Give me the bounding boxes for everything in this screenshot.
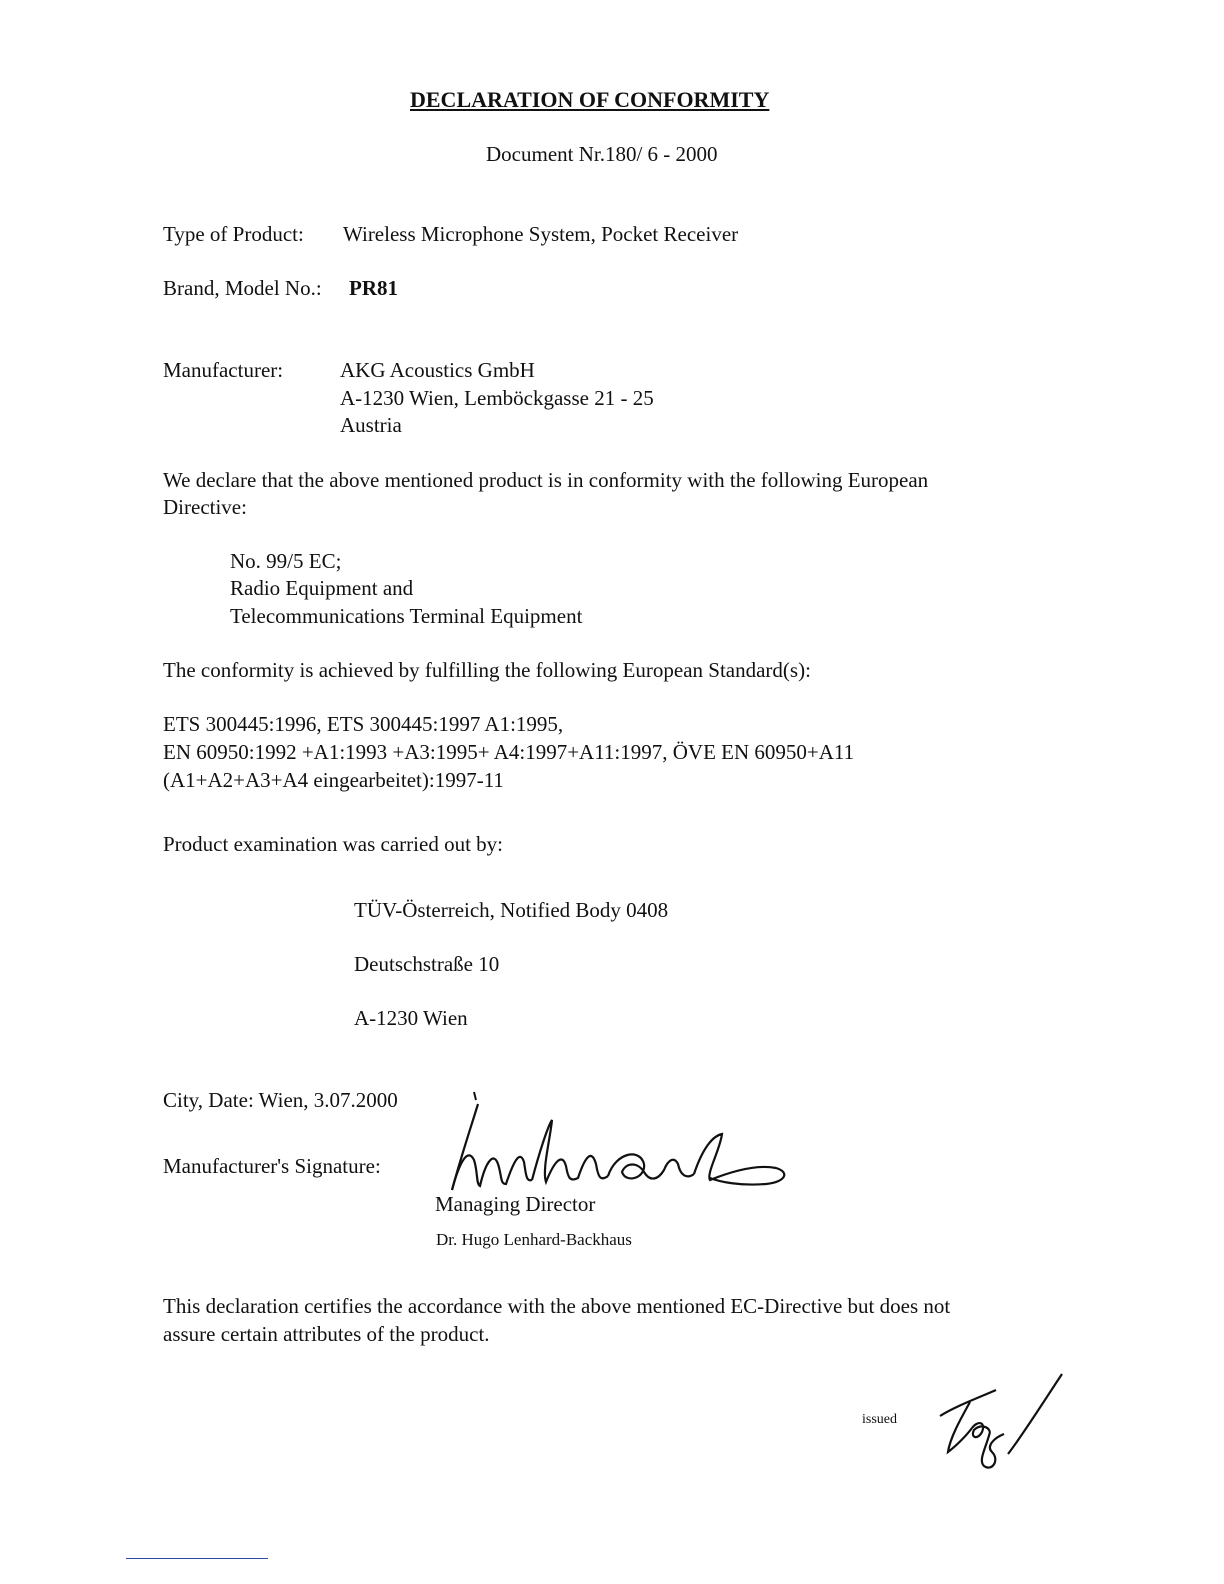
notified-body-city: A-1230 Wien (354, 1006, 468, 1030)
conformity-statement: The conformity is achieved by fulfilling the following European Standard(s): (163, 658, 811, 682)
issued-label: issued (862, 1412, 897, 1427)
signatory-role: Managing Director (435, 1192, 596, 1216)
model-value: PR81 (349, 276, 398, 300)
standards-line-2: EN 60950:1992 +A1:1993 +A3:1995+ A4:1997+A11:1997, ÖVE EN 60950+A11 (163, 740, 855, 764)
issued-initials-signature (926, 1368, 1066, 1478)
notified-body-street: Deutschstraße 10 (354, 952, 500, 976)
manufacturer-label: Manufacturer: (163, 358, 284, 382)
disclaimer-line-1: This declaration certifies the accordance with the above mentioned EC-Directive but does not (163, 1294, 951, 1318)
disclaimer-line-2: assure certain attributes of the product. (163, 1322, 490, 1346)
standards-line-3: (A1+A2+A3+A4 eingearbeitet):1997-11 (163, 768, 504, 792)
model-label: Brand, Model No.: (163, 276, 322, 300)
signature-label: Manufacturer's Signature: (163, 1154, 381, 1178)
directive-line-3: Telecommunications Terminal Equipment (230, 604, 583, 628)
product-value: Wireless Microphone System, Pocket Receiver (343, 222, 739, 246)
signatory-name: Dr. Hugo Lenhard-Backhaus (436, 1230, 632, 1249)
directive-line-2: Radio Equipment and (230, 576, 414, 600)
manufacturer-signature (430, 1090, 800, 1200)
document-title: DECLARATION OF CONFORMITY (410, 87, 770, 112)
examination-label: Product examination was carried out by: (163, 832, 503, 856)
product-label: Type of Product: (163, 222, 304, 246)
footer-rule (126, 1558, 268, 1559)
directive-number: No. 99/5 EC; (230, 549, 342, 573)
notified-body: TÜV-Österreich, Notified Body 0408 (354, 898, 669, 922)
manufacturer-name: AKG Acoustics GmbH (340, 358, 535, 382)
manufacturer-address: A-1230 Wien, Lemböckgasse 21 - 25 (340, 386, 654, 410)
declaration-line-1: We declare that the above mentioned product is in conformity with the following European (163, 468, 929, 492)
standards-line-1: ETS 300445:1996, ETS 300445:1997 A1:1995, (163, 712, 564, 736)
manufacturer-country: Austria (340, 413, 402, 437)
declaration-line-2: Directive: (163, 495, 247, 519)
document-number: Document Nr.180/ 6 - 2000 (486, 142, 718, 166)
city-date: City, Date: Wien, 3.07.2000 (163, 1088, 398, 1112)
